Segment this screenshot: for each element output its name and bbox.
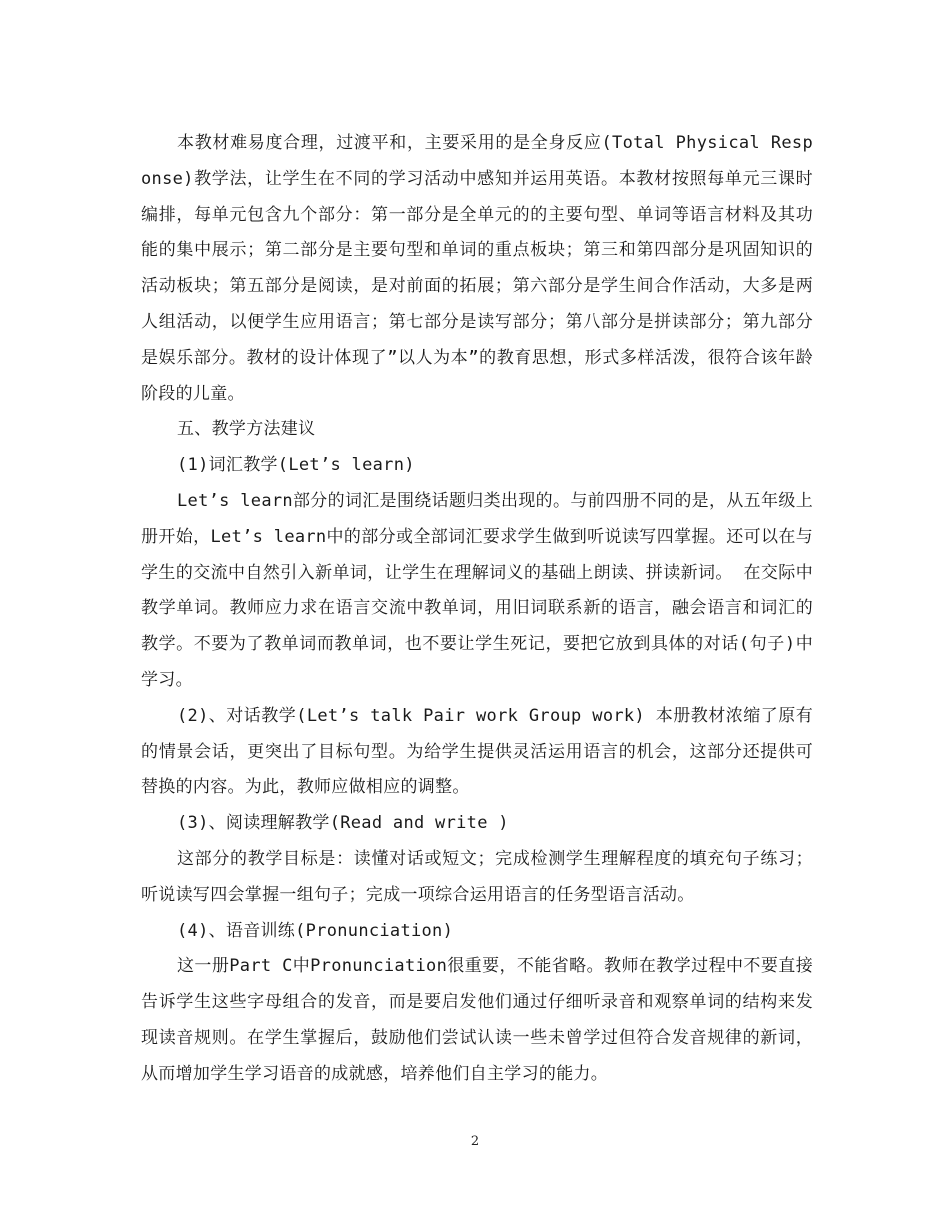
paragraph-vocabulary-teaching: Let’s learn部分的词汇是围绕话题归类出现的。与前四册不同的是，从五年级上册开始，Let’s learn中的部分或全部词汇要求学生做到听说读写四掌握。还可以在与学生的交流中自然引入新单词，让学生在理解词义的基础上朗读、拼读新词。 在交际中教学单词。教师应力求在语言交流中教单词，用旧词联系新的语言，融会语言和词汇的教学。不要为了教单词而教单词，也不要让学生死记，要把它放到具体的对话(句子)中学习。: [141, 490, 813, 690]
paragraph-pronunciation: 这一册Part C中Pronunciation很重要，不能省略。教师在教学过程中不要直接告诉学生这些字母组合的发音，而是要启发他们通过仔细听录音和观察单词的结构来发现读音规则。在学生掌握后，鼓励他们尝试认读一些未曾学过但符合发音规律的新词，从而增加学生学习语音的成就感，培养他们自主学习的能力。: [141, 956, 813, 1084]
page-number: 2: [470, 1134, 480, 1149]
document-body: [141, 126, 813, 1093]
paragraph-dialogue-teaching: (2)、对话教学(Let’s talk Pair work Group work) 本册教材浓缩了原有的情景会话，更突出了目标句型。为给学生提供灵活运用语言的机会，这部分还提供可替换的内容。为此，教师应做相应的调整。: [141, 705, 813, 798]
paragraph-method-intro: 本教材难易度合理，过渡平和，主要采用的是全身反应(Total Physical Response)教学法，让学生在不同的学习活动中感知并运用英语。本教材按照每单元三课时编排，每单元包含九个部分：第一部分是全单元的的主要句型、单词等语言材料及其功能的集中展示；第二部分是主要句型和单词的重点板块；第三和第四部分是巩固知识的活动板块；第五部分是阅读，是对前面的拓展；第六部分是学生间合作活动，大多是两人组活动，以便学生应用语言；第七部分是读写部分；第八部分是拼读部分；第九部分是娱乐部分。教材的设计体现了”以人为本”的教育思想，形式多样活泼，很符合该年龄阶段的儿童。: [141, 133, 813, 404]
subheading-vocabulary-teaching: (1)词汇教学(Let’s learn): [177, 455, 415, 476]
subheading-pronunciation: (4)、语音训练(Pronunciation): [177, 920, 454, 941]
subheading-reading-teaching: (3)、阅读理解教学(Read and write ): [177, 813, 509, 834]
paragraph-reading-teaching: 这部分的教学目标是：读懂对话或短文；完成检测学生理解程度的填充句子练习；听说读写四会掌握一组句子；完成一项综合运用语言的任务型语言活动。: [141, 848, 813, 905]
section-heading-teaching-methods: 五、教学方法建议: [177, 419, 316, 440]
